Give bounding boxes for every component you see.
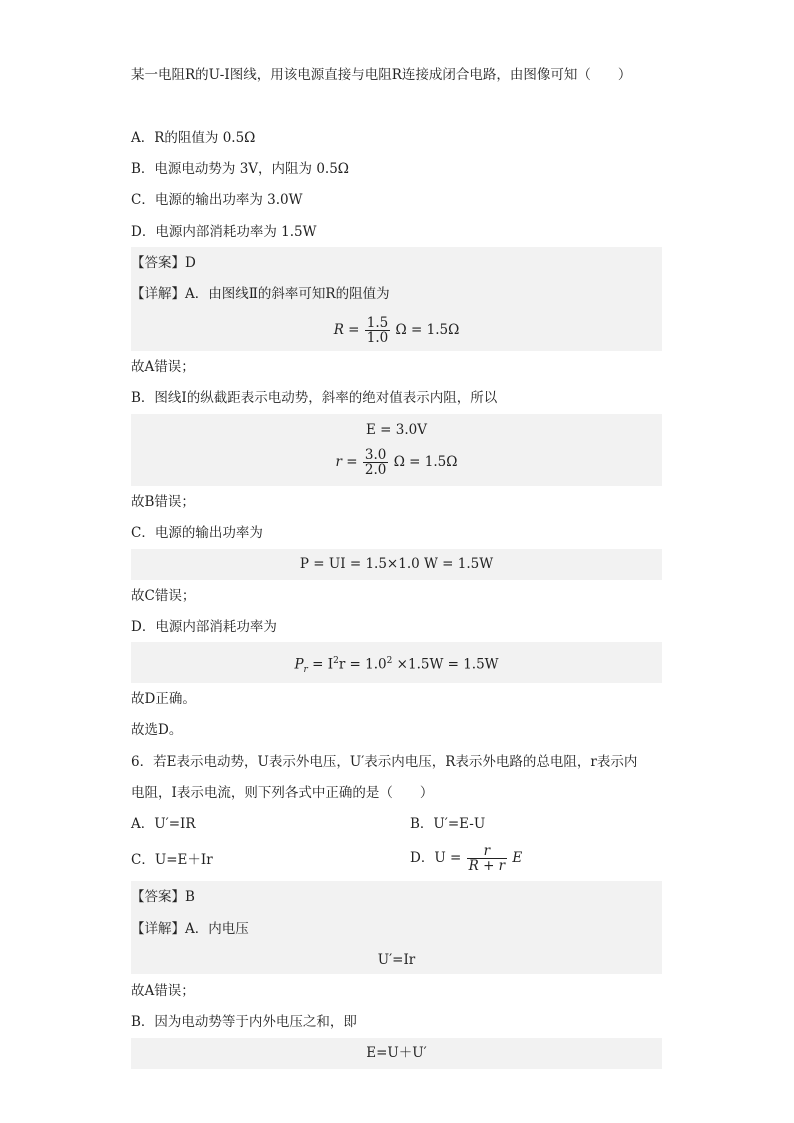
eq-r-denominator: 1.0 <box>366 330 389 346</box>
q5-detail-b: B．图线Ⅰ的纵截距表示电动势，斜率的绝对值表示内阻，所以 <box>131 390 498 406</box>
q6-a-wrong: 故A错误； <box>131 983 195 999</box>
q5-answer: 【答案】D <box>131 255 196 271</box>
eq-pr-sup: 2 <box>333 656 339 666</box>
eq-pr-sup2: 2 <box>386 656 393 666</box>
eq-r-lhs: R = <box>333 322 360 338</box>
q5-d-right: 故D正确。 <box>131 691 196 707</box>
q6-detail-b: B．因为电动势等于内外电压之和，即 <box>131 1014 357 1030</box>
q5-detail-a: 【详解】A．由图线Ⅱ的斜率可知R的阻值为 <box>131 286 390 302</box>
eq-pr-p: P <box>294 656 304 673</box>
q6-option-d <box>410 844 522 873</box>
q6-option-c: C．U=E＋Ir <box>131 852 213 868</box>
q5-option-c: C．电源的输出功率为 3.0W <box>131 192 303 208</box>
q5-option-d: D．电源内部消耗功率为 1.5W <box>131 224 317 240</box>
eq-r-numerator: 1.5 <box>366 315 389 331</box>
eq-rr-rhs: Ω = 1.5Ω <box>393 454 458 470</box>
q6-option-a: A．U′=IR <box>131 816 196 832</box>
q5-a-wrong: 故A错误； <box>131 359 195 375</box>
q5-stem: 某一电阻R的U-I图线，用该电源直接与电阻R连接成闭合电路，由图像可知（ ） <box>131 67 632 83</box>
eq-rr-lhs: r = <box>335 454 358 470</box>
q6-stem-line2: 电阻，I表示电流，则下列各式中正确的是（ ） <box>131 785 434 801</box>
q5-option-b: B．电源电动势为 3V，内阻为 0.5Ω <box>131 161 350 177</box>
eq-rr-denominator: 2.0 <box>364 462 387 478</box>
q6-stem-line1: 6．若E表示电动势，U表示外电压，U′表示内电压，R表示外电路的总电阻，r表示内 <box>131 754 638 770</box>
q5-b-wrong: 故B错误； <box>131 494 195 510</box>
equation-internal-r <box>131 448 662 477</box>
eq-pr-end: ×1.5W = 1.5W <box>392 656 499 673</box>
equation-u-internal: U′=Ir <box>377 952 416 968</box>
equation-pr <box>131 652 662 679</box>
eq-pr-rest: r = 1.0 <box>338 656 387 673</box>
q6-option-d-prefix: D．U = <box>410 850 462 866</box>
equation-e: E = 3.0V <box>366 422 427 438</box>
q6-option-d-suffix: E <box>512 850 523 866</box>
q5-c-wrong: 故C错误； <box>131 588 196 604</box>
q5-detail-d: D．电源内部消耗功率为 <box>131 619 277 635</box>
q6-answer: 【答案】B <box>131 889 195 905</box>
eq-pr-mid: = I <box>307 656 334 673</box>
q5-detail-c: C．电源的输出功率为 <box>131 525 263 541</box>
eq-pr-sub: r <box>303 665 308 676</box>
q5-option-a: A．R的阻值为 0.5Ω <box>131 130 256 146</box>
eq-r-fraction <box>365 316 390 345</box>
q6-detail-a: 【详解】A．内电压 <box>131 921 249 937</box>
q6-option-b: B．U′=E-U <box>410 816 486 832</box>
equation-p: P = UI = 1.5×1.0 W = 1.5W <box>299 556 494 572</box>
equation-r <box>131 316 662 345</box>
q5-choose: 故选D。 <box>131 722 183 738</box>
eq-r-rhs: Ω = 1.5Ω <box>395 322 460 338</box>
equation-e-sum: E=U＋U′ <box>366 1045 427 1061</box>
q6-option-d-numerator: r <box>467 844 508 859</box>
q6-option-d-fraction <box>467 844 508 873</box>
eq-rr-fraction <box>363 448 388 477</box>
eq-rr-numerator: 3.0 <box>364 447 387 463</box>
q6-option-d-denominator: R + r <box>468 858 506 874</box>
